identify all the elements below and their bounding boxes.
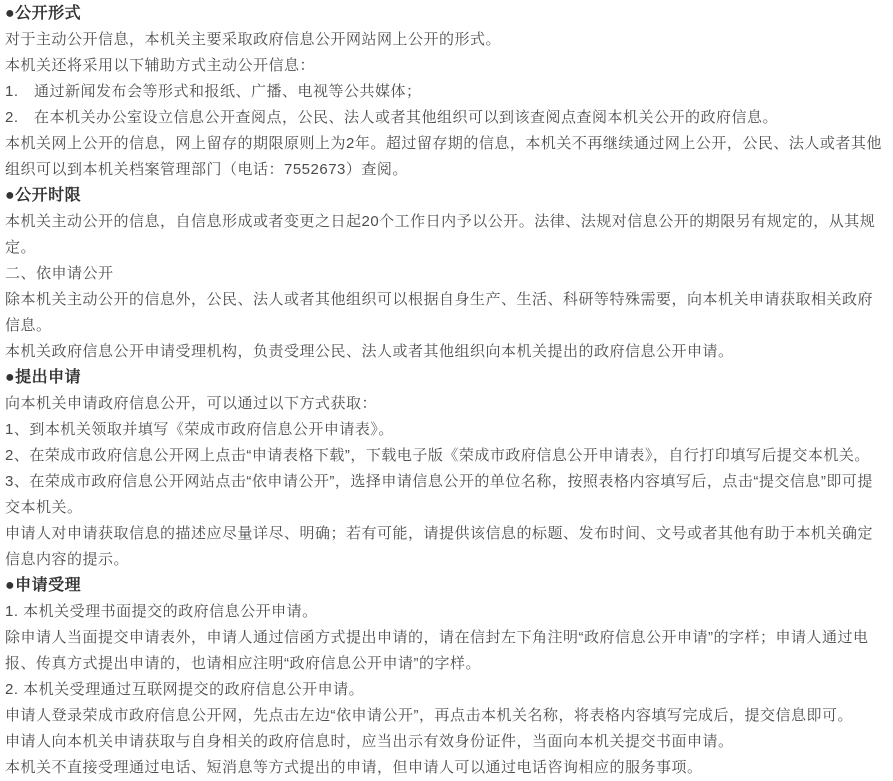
- list-item-online-submit: 3、在荣成市政府信息公开网站点击“依申请公开”，选择申请信息公开的单位名称，按照表格内容填写后，点击“提交信息”即可提交本机关。: [5, 473, 873, 516]
- heading-application-acceptance: ●申请受理: [5, 577, 82, 594]
- subheading-on-request: 二、依申请公开: [5, 265, 114, 282]
- paragraph: 对于主动公开信息，本机关主要采取政府信息公开网站网上公开的形式。: [5, 31, 502, 48]
- paragraph: 申请人向本机关申请获取与自身相关的政府信息时，应当出示有效身份证件，当面向本机关提交书面申请。: [5, 733, 734, 750]
- paragraph: 本机关不直接受理通过电话、短消息等方式提出的申请，但申请人可以通过电话咨询相应的服务事项。: [5, 759, 703, 776]
- heading-submit-application: ●提出申请: [5, 369, 82, 386]
- paragraph: 除本机关主动公开的信息外，公民、法人或者其他组织可以根据自身生产、生活、科研等特殊需要，向本机关申请获取相关政府信息。: [5, 291, 874, 334]
- list-item-reading-point: 2. 在本机关办公室设立信息公开查阅点，公民、法人或者其他组织可以到该查阅点查阅本机关公开的政府信息。: [5, 109, 779, 126]
- list-item-obtain-form: 1、到本机关领取并填写《荣成市政府信息公开申请表》。: [5, 421, 394, 438]
- paragraph: 申请人对申请获取信息的描述应尽量详尽、明确；若有可能，请提供该信息的标题、发布时间、文号或者其他有助于本机关确定信息内容的提示。: [5, 525, 874, 568]
- list-item-internet-application: 2. 本机关受理通过互联网提交的政府信息公开申请。: [5, 681, 365, 698]
- heading-disclosure-time-limit: ●公开时限: [5, 187, 82, 204]
- list-item-media: 1. 通过新闻发布会等形式和报纸、广播、电视等公共媒体；: [5, 83, 422, 100]
- paragraph: 本机关还将采用以下辅助方式主动公开信息：: [5, 57, 316, 74]
- paragraph: 除申请人当面提交申请表外，申请人通过信函方式提出申请的，请在信封左下角注明“政府信息公开申请”的字样；申请人通过电报、传真方式提出申请的，也请相应注明“政府信息公开申请”的字样。: [5, 629, 869, 672]
- list-item-written-application: 1. 本机关受理书面提交的政府信息公开申请。: [5, 603, 318, 620]
- list-item-download-form: 2、在荣成市政府信息公开网上点击“申请表格下载”，下载电子版《荣成市政府信息公开申请表》，自行打印填写后提交本机关。: [5, 447, 870, 464]
- paragraph: 本机关主动公开的信息，自信息形成或者变更之日起20个工作日内予以公开。法律、法规对信息公开的期限另有规定的，从其规定。: [5, 213, 876, 256]
- paragraph: 本机关政府信息公开申请受理机构，负责受理公民、法人或者其他组织向本机关提出的政府信息公开申请。: [5, 343, 734, 360]
- paragraph: 本机关网上公开的信息，网上留存的期限原则上为2年。超过留存期的信息，本机关不再继续通过网上公开，公民、法人或者其他组织可以到本机关档案管理部门（电话：7552673）查阅。: [5, 135, 882, 178]
- heading-disclosure-form: ●公开形式: [5, 5, 82, 22]
- paragraph: 申请人登录荣成市政府信息公开网，先点击左边“依申请公开”，再点击本机关名称，将表格内容填写完成后，提交信息即可。: [5, 707, 853, 724]
- paragraph: 向本机关申请政府信息公开，可以通过以下方式获取：: [5, 395, 378, 412]
